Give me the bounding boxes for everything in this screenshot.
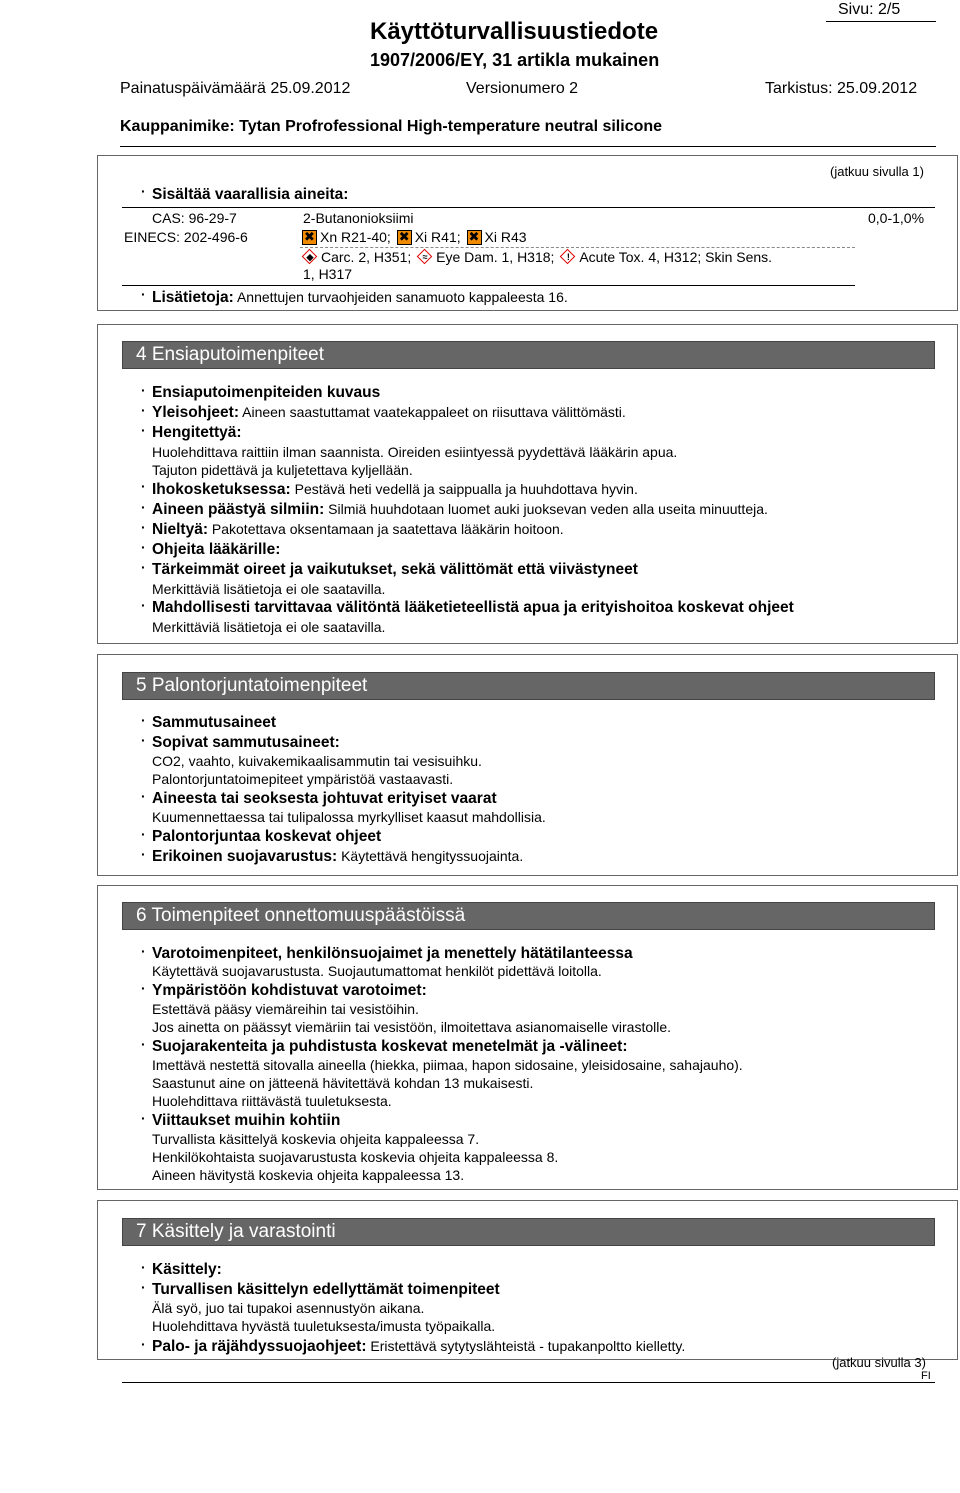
print-date: Painatuspäivämäärä 25.09.2012 — [120, 80, 351, 97]
classification-carc: Carc. 2, H351; — [321, 249, 412, 265]
containment-text-2: Saastunut aine on jätteenä hävitettävä kohdan 13 mukaisesti. — [152, 1075, 534, 1091]
general-advice-label: Yleisohjeet: — [152, 404, 239, 421]
containment-text-1: Imettävä nestettä sitovalla aineella (hiekka, piimaa, hapon sidosaine, yleisidosaine, sahajauho). — [152, 1057, 743, 1073]
bullet-dot: · — [141, 499, 146, 515]
bullet-dot: · — [141, 826, 146, 842]
fire-explosion-protection — [152, 1338, 685, 1356]
health-hazard-icon: ◆ — [302, 249, 318, 265]
additional-info-label: Lisätietoja: — [152, 289, 234, 306]
bullet-dot: · — [141, 422, 146, 438]
medical-attention-label: Mahdollisesti tarvittavaa välitöntä lääketieteellistä apua ja erityishoitoa koskevat ohjeet — [152, 599, 794, 616]
eye-contact — [152, 501, 768, 519]
bullet-dot: · — [141, 519, 146, 535]
classification-row-1 — [300, 229, 527, 245]
bullet-dot: · — [141, 1336, 146, 1352]
version-number: Versionumero 2 — [466, 80, 579, 97]
references-text-1: Turvallista käsittelyä koskevia ohjeita kappaleessa 7. — [152, 1131, 480, 1147]
bullet-dot: · — [141, 788, 146, 804]
general-advice — [152, 404, 626, 422]
bullet-dot: · — [141, 712, 146, 728]
general-advice-text: Aineen saastuttamat vaatekappaleet on riisuttava välittömästi. — [242, 404, 626, 420]
continued-to: (jatkuu sivulla 3) — [832, 1355, 926, 1370]
dashed-separator — [300, 247, 855, 248]
substance-name: 2-Butanonioksiimi — [303, 210, 414, 226]
harmful-x-icon — [302, 230, 317, 245]
section-7-title: 7 Käsittely ja varastointi — [122, 1218, 935, 1246]
handling-label: Käsittely: — [152, 1261, 222, 1278]
inhalation-text-1: Huolehdittava raittiin ilman saannista. Oireiden esiintyessä pyydettävä lääkärin apua. — [152, 444, 678, 460]
first-aid-description: Ensiaputoimenpiteiden kuvaus — [152, 384, 381, 401]
classification-eye-dam: Eye Dam. 1, H318; — [436, 249, 555, 265]
divider — [826, 21, 936, 22]
references-text-2: Henkilökohtaista suojavarustusta koskevia ohjeita kappaleessa 8. — [152, 1149, 559, 1165]
extinguishing-media: Sammutusaineet — [152, 714, 277, 731]
classification-xn: Xn R21-40; — [320, 229, 391, 245]
table-bottom-rule — [122, 285, 855, 286]
environmental-precautions-text-2: Jos ainetta on päässyt viemäriin tai vesistöön, ilmoitettava asianomaiselle virastolle. — [152, 1019, 672, 1035]
corrosion-icon: ≈ — [417, 249, 433, 265]
symptoms-label: Tärkeimmät oireet ja vaikutukset, sekä välittömät että viivästyneet — [152, 561, 638, 578]
document-subtitle: 1907/2006/EY, 31 artikla mukainen — [370, 50, 660, 70]
doctor-info-label: Ohjeita lääkärille: — [152, 541, 281, 558]
safe-handling-label: Turvallisen käsittelyn edellyttämät toimenpiteet — [152, 1281, 500, 1298]
bullet-dot: · — [141, 1036, 146, 1052]
environmental-precautions-label: Ympäristöön kohdistuvat varotoimet: — [152, 982, 427, 999]
irritant-x-icon — [467, 230, 482, 245]
bullet-dot: · — [141, 846, 146, 862]
bullet-dot: · — [141, 597, 146, 613]
footer-divider — [122, 1382, 935, 1383]
environmental-precautions-text-1: Estettävä pääsy viemäreihin tai vesistöihin. — [152, 1001, 419, 1017]
inhalation-text-2: Tajuton pidettävä ja kuljetettava kyljellään. — [152, 462, 413, 478]
bullet-dot: · — [141, 1110, 146, 1126]
containment-text-3: Huolehdittava riittävästä tuuletuksesta. — [152, 1093, 392, 1109]
references-text-3: Aineen hävitystä koskevia ohjeita kappaleessa 13. — [152, 1167, 465, 1183]
medical-attention-text: Merkittäviä lisätietoja ei ole saatavilla. — [152, 619, 386, 635]
table-top-rule — [122, 207, 935, 208]
eye-contact-text: Silmiä huuhdotaan luomet auki juoksevan veden alla useita minuutteja. — [328, 501, 768, 517]
fire-explosion-text: Eristettävä sytytyslähteistä - tupakanpoltto kielletty. — [370, 1338, 686, 1354]
bullet-dot: · — [141, 478, 146, 494]
ingestion-text: Pakotettava oksentamaan ja saatettava lääkärin hoitoon. — [211, 521, 564, 537]
section-6-title: 6 Toimenpiteet onnettomuuspäästöissä — [122, 902, 935, 930]
trade-name: Kauppanimike: Tytan Profrofessional High-temperature neutral silicone — [120, 118, 663, 135]
classification-acute-tox: Acute Tox. 4, H312; Skin Sens. — [579, 249, 773, 265]
exclamation-icon: ! — [560, 249, 576, 265]
fire-explosion-label: Palo- ja räjähdyssuojaohjeet: — [152, 1338, 367, 1355]
precautions-text: Käytettävä suojavarustusta. Suojautumattomat henkilöt pidettävä loitolla. — [152, 963, 602, 979]
classification-row-3: 1, H317 — [303, 266, 353, 282]
bullet-dot: · — [141, 1259, 146, 1275]
additional-info-text: Annettujen turvaohjeiden sanamuoto kappaleesta 16. — [236, 289, 568, 305]
bullet-dot: · — [141, 943, 146, 959]
skin-contact-label: Ihokosketuksessa: — [152, 481, 291, 498]
einecs-number: EINECS: 202-496-6 — [124, 229, 248, 245]
protective-equipment-text: Käytettävä hengityssuojainta. — [341, 848, 524, 864]
containment-label: Suojarakenteita ja puhdistusta koskevat menetelmät ja -välineet: — [152, 1038, 628, 1055]
protective-equipment — [152, 848, 523, 866]
safe-handling-text-1: Älä syö, juo tai tupakoi asennustyön aikana. — [152, 1300, 425, 1316]
bullet-dot: · — [141, 382, 146, 398]
revision-date: Tarkistus: 25.09.2012 — [765, 80, 918, 97]
bullet-dot: · — [141, 539, 146, 555]
classification-row-2 — [300, 249, 772, 265]
additional-info — [152, 289, 568, 307]
firefighting-advice-label: Palontorjuntaa koskevat ohjeet — [152, 828, 382, 845]
special-hazards-text: Kuumennettaessa tai tulipalossa myrkylliset kaasut mahdollisia. — [152, 809, 546, 825]
classification-xi-r41: Xi R41; — [414, 229, 461, 245]
section-5-title: 5 Palontorjuntatoimenpiteet — [122, 672, 935, 700]
suitable-media-label: Sopivat sammutusaineet: — [152, 734, 340, 751]
hazardous-substances-heading: Sisältää vaarallisia aineita: — [152, 186, 349, 203]
cas-number: CAS: 96-29-7 — [152, 210, 237, 226]
page-number: Sivu: 2/5 — [838, 1, 901, 18]
eye-contact-label: Aineen päästyä silmiin: — [152, 501, 325, 518]
bullet-dot: · — [141, 732, 146, 748]
ingestion — [152, 521, 564, 539]
ingestion-label: Nieltyä: — [152, 521, 208, 538]
header-divider — [120, 146, 936, 147]
continued-from: (jatkuu sivulla 1) — [830, 164, 924, 179]
document-title: Käyttöturvallisuustiedote — [370, 18, 659, 45]
symptoms-text: Merkittäviä lisätietoja ei ole saatavilla. — [152, 581, 386, 597]
concentration: 0,0-1,0% — [868, 210, 925, 226]
special-hazards-label: Aineesta tai seoksesta johtuvat erityiset vaarat — [152, 790, 497, 807]
bullet-dot: · — [141, 559, 146, 575]
bullet-dot: · — [141, 1279, 146, 1295]
section-4-title: 4 Ensiaputoimenpiteet — [122, 341, 935, 369]
references-label: Viittaukset muihin kohtiin — [152, 1112, 341, 1129]
bullet-dot: · — [141, 286, 146, 302]
bullet-dot: · — [141, 183, 146, 199]
skin-contact — [152, 481, 638, 499]
protective-equipment-label: Erikoinen suojavarustus: — [152, 848, 338, 865]
bullet-dot: · — [141, 402, 146, 418]
inhalation-label: Hengitettyä: — [152, 424, 242, 441]
bullet-dot: · — [141, 980, 146, 996]
precautions-label: Varotoimenpiteet, henkilönsuojaimet ja menettely hätätilanteessa — [152, 945, 633, 962]
skin-contact-text: Pestävä heti vedellä ja saippualla ja huuhdottava hyvin. — [294, 481, 638, 497]
language-code: FI — [921, 1370, 931, 1382]
classification-xi-r43: Xi R43 — [484, 229, 527, 245]
irritant-x-icon — [397, 230, 412, 245]
safe-handling-text-2: Huolehdittava hyvästä tuuletuksesta/imusta työpaikalla. — [152, 1318, 496, 1334]
environment-text: Palontorjuntatoimepiteet ympäristöä vastaavasti. — [152, 771, 454, 787]
suitable-media-text: CO2, vaahto, kuivakemikaalisammutin tai vesisuihku. — [152, 753, 482, 769]
